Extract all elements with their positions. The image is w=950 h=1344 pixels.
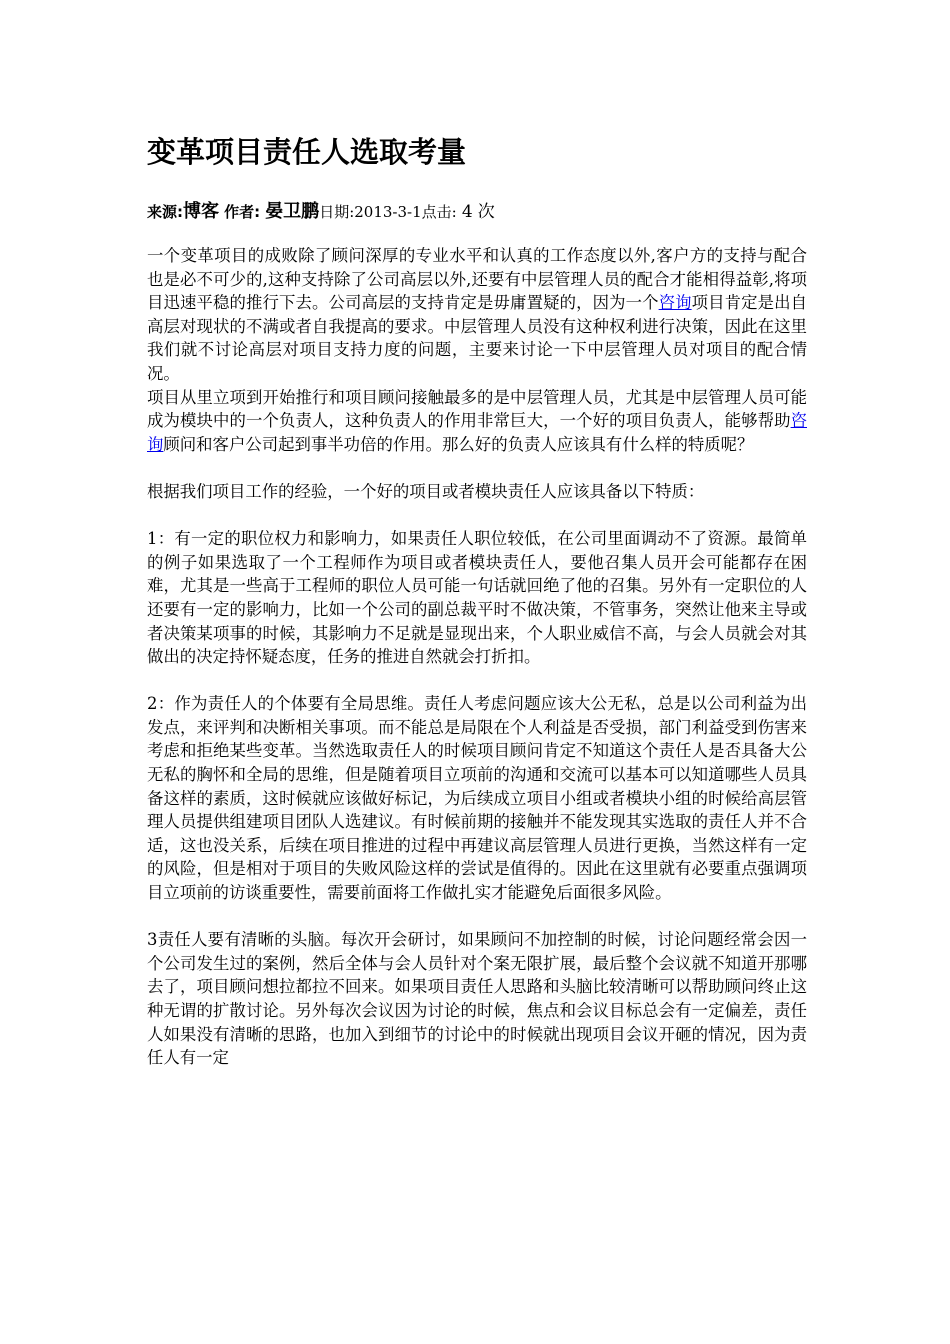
article-meta [147,199,495,225]
paragraph-middle-managers-text-b: 顾问和客户公司起到事半功倍的作用。那么好的负责人应该具有什么样的特质呢？ [163,434,754,454]
paragraph-trait-1: 1：有一定的职位权力和影响力，如果责任人职位较低，在公司里面调动不了资源。最简单的例子如果选取了一个工程师作为项目或者模块责任人，要他召集人员开会可能都存在困难，尤其是一些高于工程师的职位人员可能一句话就回绝了他的召集。另外有一定职位的人还要有一定的影响力，比如一个公司的副总裁平时不做决策，不管事务，突然让他来主导或者决策某项事的时候，其影响力不足就是显现出来，个人职业威信不高，与会人员就会对其做出的决定持怀疑态度，任务的推进自然就会打折扣。 [147,529,807,667]
source-value: 博客 [183,201,219,222]
clicks-unit: 次 [477,202,495,222]
author-label: 作者: [224,203,261,221]
clicks-label: 点击: [421,203,457,221]
paragraph-traits-intro: 根据我们项目工作的经验，一个好的项目或者模块责任人应该具备以下特质： [147,481,705,501]
article-body [147,244,807,1070]
date-value: 2013-3-1 [354,203,422,221]
date-label: 日期: [319,203,355,221]
consulting-link[interactable]: 咨询 [147,411,807,454]
paragraph-intro [147,244,807,386]
clicks-value: 4 [461,202,473,222]
source-label: 来源: [147,203,183,221]
paragraph-trait-2: 2：作为责任人的个体要有全局思维。责任人考虑问题应该大公无私，总是以公司利益为出发点，来评判和决断相关事项。而不能总是局限在个人利益是否受损，部门利益受到伤害来考虑和拒绝某些变革。当然选取责任人的时候项目顾问肯定不知道这个责任人是否具备大公无私的胸怀和全局的思维，但是随着项目立项前的沟通和交流可以基本可以知道哪些人员具备这样的素质，这时候就应该做好标记，为后续成立项目小组或者模块小组的时候给高层管理人员提供组建项目团队人选建议。有时候前期的接触并不能发现其实选取的责任人并不合适，这也没关系，后续在项目推进的过程中再建议高层管理人员进行更换，当然这样有一定的风险，但是相对于项目的失败风险这样的尝试是值得的。因此在这里就有必要重点强调项目立项前的访谈重要性，需要前面将工作做扎实才能避免后面很多风险。 [147,694,807,903]
article-title: 变革项目责任人选取考量 [147,135,467,169]
paragraph-middle-managers-text-a: 项目从里立项到开始推行和项目顾问接触最多的是中层管理人员，尤其是中层管理人员可能成为模块中的一个负责人，这种负责人的作用非常巨大，一个好的项目负责人，能够帮助 [147,387,807,431]
consulting-link[interactable]: 咨询 [658,293,692,313]
paragraph-middle-managers [147,386,807,457]
paragraph-intro-text-b: 项目肯定是出自高层对现状的不满或者自我提高的要求。中层管理人员没有这种权利进行决策，因此在这里我们就不讨论高层对项目支持力度的问题，主要来讨论一下中层管理人员对项目的配合情况。 [147,293,808,383]
paragraph-trait-3: 3责任人要有清晰的头脑。每次开会研讨，如果顾问不加控制的时候，讨论问题经常会因一个公司发生过的案例，然后全体与会人员针对个案无限扩展，最后整个会议就不知道开那哪去了，项目顾问想拉都拉不回来。如果项目责任人思路和头脑比较清晰可以帮助顾问终止这种无谓的扩散讨论。另外每次会议因为讨论的时候，焦点和会议目标总会有一定偏差，责任人如果没有清晰的思路，也加入到细节的讨论中的时候就出现项目会议开砸的情况，因为责任人有一定 [147,930,807,1068]
author-value: 晏卫鹏 [265,201,320,222]
paragraph-intro-text-a: 一个变革项目的成败除了顾问深厚的专业水平和认真的工作态度以外,客户方的支持与配合也是必不可少的,这种支持除了公司高层以外,还要有中层管理人员的配合才能相得益彰,将项目迅速平稳的推行下去。公司高层的支持肯定是毋庸置疑的，因为一个 [147,246,807,313]
